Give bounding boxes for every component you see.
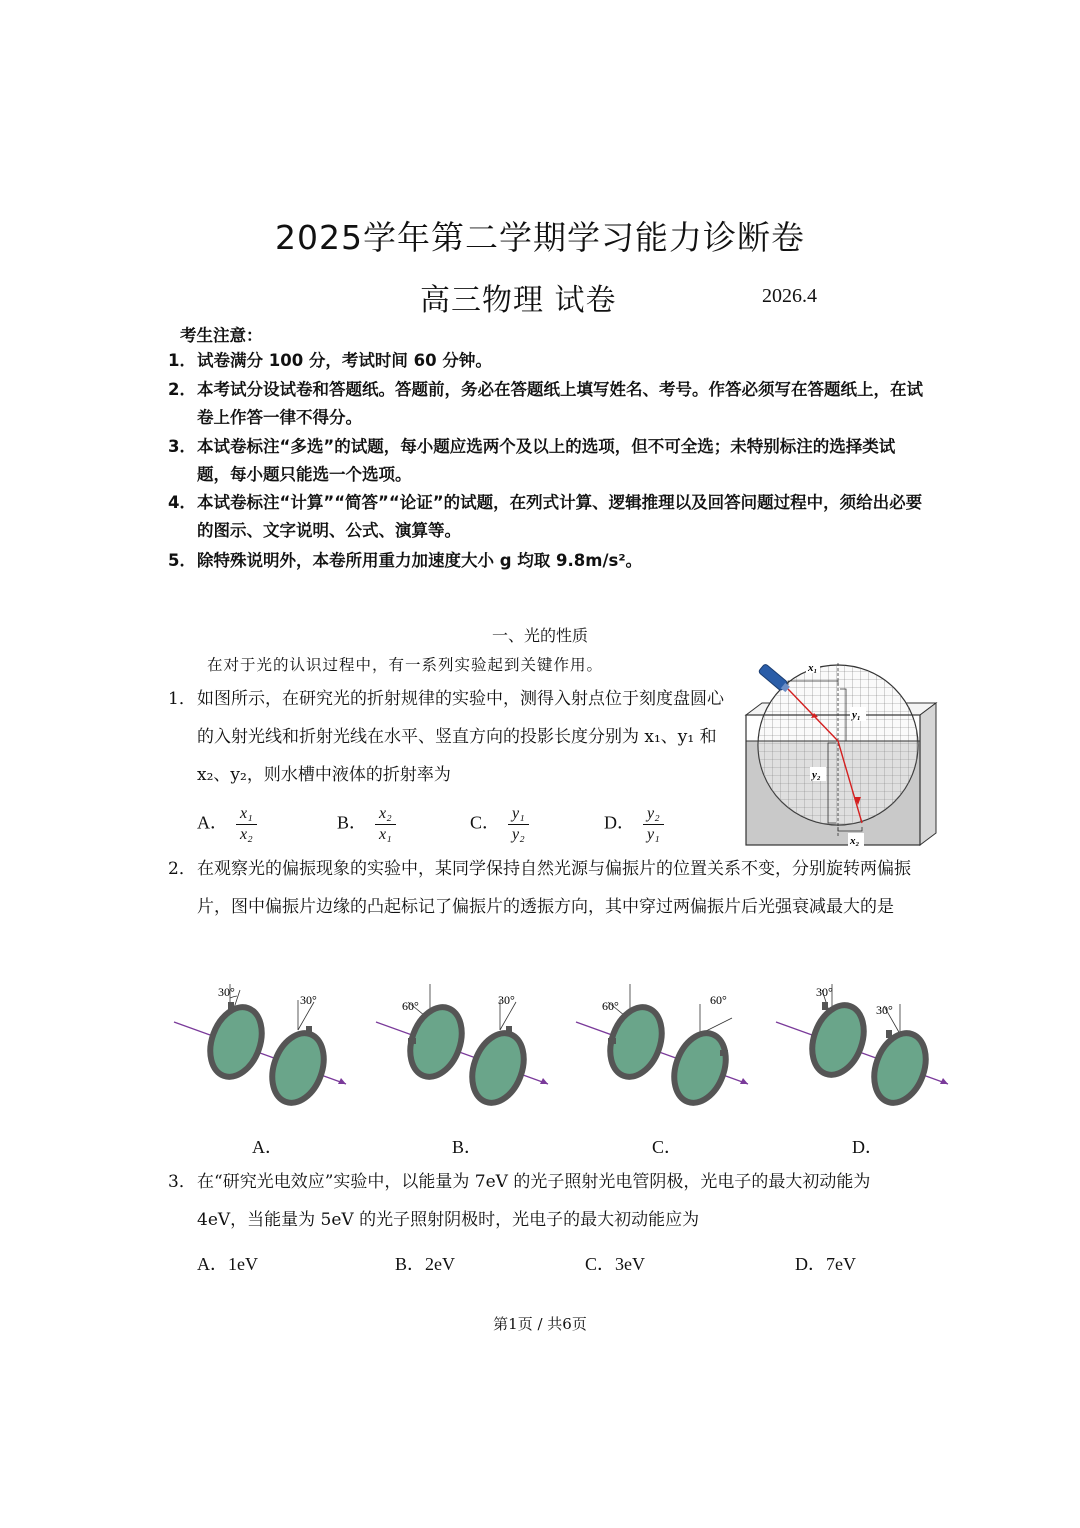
note-item: 1． 试卷满分 100 分，考试时间 60 分钟。 <box>168 351 492 370</box>
polarizer-2 <box>463 1026 533 1110</box>
q1-option-a: A． $\frac{\text{x₁}}{\text{x₂}}$ <box>197 804 257 845</box>
polarizer-tab <box>720 1050 728 1056</box>
polarizer-panel-a <box>170 980 360 1120</box>
q3-option-b: B．2eV <box>395 1254 455 1274</box>
angle-label: 30° <box>498 993 515 1007</box>
q3-option-c: C．3eV <box>585 1254 645 1274</box>
polarizer-1 <box>201 1000 271 1084</box>
section-intro: 在对于光的认识过程中，有一系列实验起到关键作用。 <box>207 656 604 674</box>
polarizer-2 <box>665 1026 735 1110</box>
question-1: 1． 如图所示，在研究光的折射规律的实验中，测得入射点位于刻度盘圆心的入射光线和折射光线在水平、竖直方向的投影长度分别为 x₁、y₁ 和 x₂、y₂，则水槽中液体的折射率为 <box>168 689 724 785</box>
question-3: 3． 在“研究光电效应”实验中，以能量为 7eV 的光子照射光电管阴极，光电子的最大初动能为 4eV，当能量为 5eV 的光子照射阴极时，光电子的最大初动能应为 <box>168 1172 871 1230</box>
notes-heading: 考生注意： <box>180 326 263 345</box>
polarizer-2 <box>865 1026 935 1110</box>
laser-pointer-icon <box>758 663 791 693</box>
angle-label: 30° <box>816 985 833 999</box>
label-y2: y₂ <box>812 769 821 781</box>
polarizer-tab <box>306 1026 312 1034</box>
q1-option-c: C． $\frac{\text{y₁}}{\text{y₂}}$ <box>470 804 529 845</box>
polarizer-tab <box>408 1038 416 1044</box>
polarizer-tab <box>228 1002 234 1010</box>
exam-title: 2025学年第二学期学习能力诊断卷 <box>275 218 805 257</box>
q1-option-d: D． $\frac{\text{y₂}}{\text{y₁}}$ <box>604 804 664 845</box>
section-title: 一、光的性质 <box>491 626 588 645</box>
angle-label: 30° <box>300 993 317 1007</box>
panel-label-d: D． <box>852 1137 883 1157</box>
label-x1: x₁ <box>808 662 818 674</box>
q3-option-a: A．1eV <box>197 1254 258 1274</box>
angle-label: 60° <box>602 999 619 1013</box>
angle-label: 60° <box>710 993 727 1007</box>
note-item: 3． 本试卷标注“多选”的试题，每小题应选两个及以上的选项，但不可全选；未特别标注的选择类试题，每小题只能选一个选项。 <box>168 437 896 484</box>
panel-label-b: B． <box>452 1137 483 1157</box>
tank-side <box>920 703 936 845</box>
polarizer-tab <box>506 1026 512 1034</box>
page-number: 第1页 / 共6页 <box>493 1315 587 1333</box>
angle-label: 30° <box>218 985 235 999</box>
angle-label: 60° <box>402 999 419 1013</box>
angle-label: 30° <box>876 1003 893 1017</box>
note-item: 2． 本考试分设试卷和答题纸。答题前，务必在答题纸上填写姓名、考号。作答必须写在答题纸上，在试卷上作答一律不得分。 <box>168 380 923 427</box>
polarizer-panel-b <box>372 980 562 1120</box>
polarizer-1 <box>803 998 873 1082</box>
note-item: 5． 除特殊说明外，本卷所用重力加速度大小 g 均取 9.8m/s²。 <box>168 551 643 570</box>
polarizer-tab <box>886 1030 892 1038</box>
q1-option-b: B． $\frac{\text{x₂}}{\text{x₁}}$ <box>337 804 396 845</box>
panel-label-c: C． <box>652 1137 683 1157</box>
label-x2: x₂ <box>850 835 860 847</box>
polarizer-panel-c <box>572 980 762 1120</box>
polarizer-tab <box>608 1038 616 1044</box>
exam-date: 2026.4 <box>762 285 817 307</box>
polarizer-panel-d <box>772 980 962 1120</box>
note-item: 4． 本试卷标注“计算”“简答”“论证”的试题，在列式计算、逻辑推理以及回答问题过程中，须给出必要的图示、文字说明、公式、演算等。 <box>168 493 923 540</box>
exam-subtitle: 高三物理 试卷 <box>420 283 617 318</box>
label-y1: y₁ <box>852 709 861 721</box>
polarizer-tab <box>822 1002 828 1010</box>
refraction-figure <box>740 655 940 850</box>
q3-option-d: D．7eV <box>795 1254 856 1274</box>
polarizer-2 <box>263 1026 333 1110</box>
question-2: 2． 在观察光的偏振现象的实验中，某同学保持自然光源与偏振片的位置关系不变，分别旋转两偏振片，图中偏振片边缘的凸起标记了偏振片的透振方向，其中穿过两偏振片后光强衰减最大的是 <box>168 859 911 917</box>
panel-label-a: A． <box>252 1137 283 1157</box>
